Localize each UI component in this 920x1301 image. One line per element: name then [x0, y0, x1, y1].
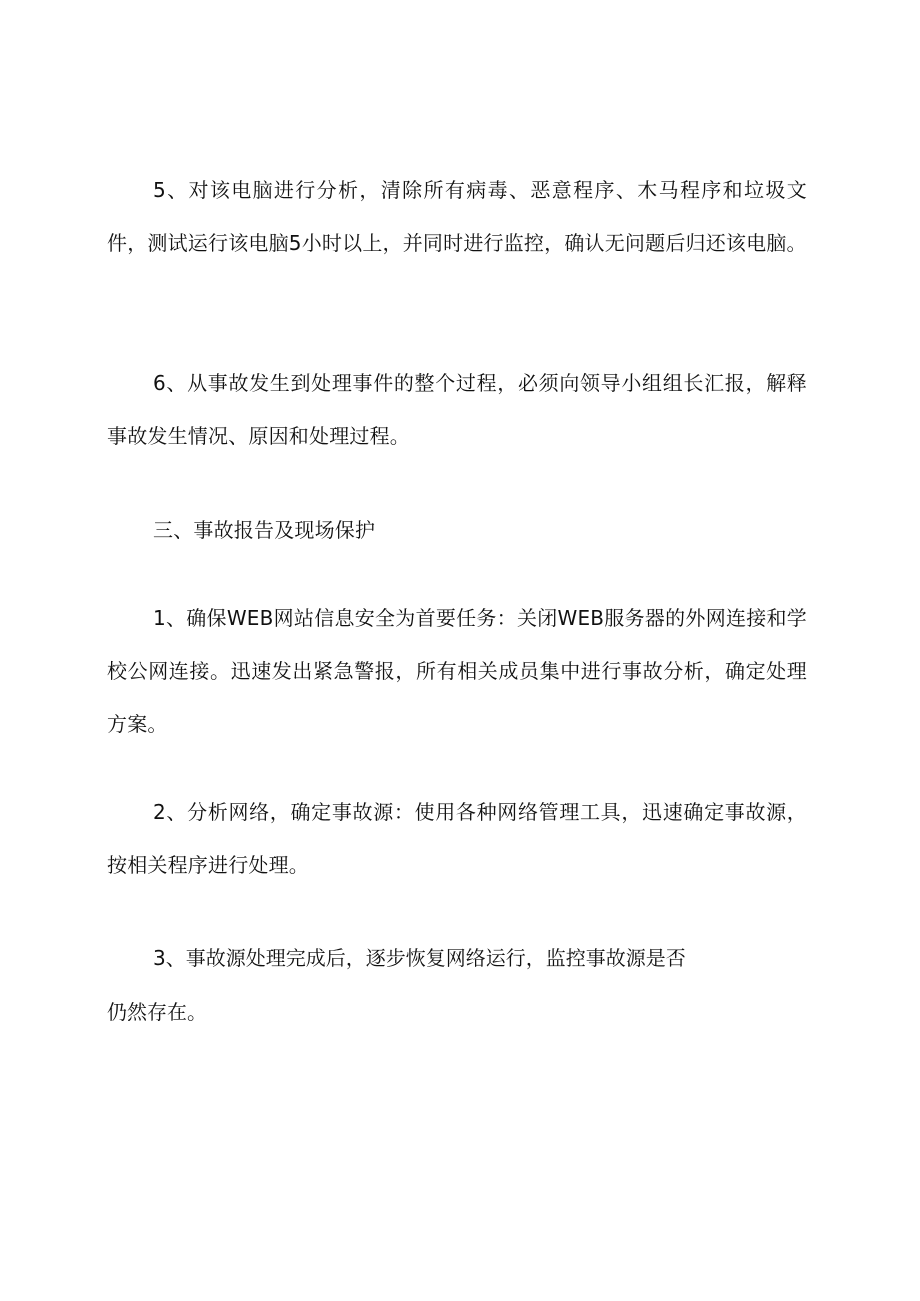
paragraph-item-3-line-1: 3、事故源处理完成后，逐步恢复网络运行，监控事故源是否: [153, 946, 686, 970]
paragraph-item-5: 5、对该电脑进行分析，清除所有病毒、恶意程序、木马程序和垃圾文件，测试运行该电脑5小时以上，并同时进行监控，确认无问题后归还该电脑。: [107, 178, 807, 255]
paragraph-item-1: 1、确保WEB网站信息安全为首要任务：关闭WEB服务器的外网连接和学校公网连接。迅速发出紧急警报，所有相关成员集中进行事故分析，确定处理方案。: [107, 606, 807, 736]
paragraph-item-6: 6、从事故发生到处理事件的整个过程，必须向领导小组组长汇报，解释事故发生情况、原因和处理过程。: [107, 371, 807, 448]
paragraph-item-3-line-2: 仍然存在。: [107, 1000, 207, 1024]
section-heading-three: 三、事故报告及现场保护: [153, 518, 376, 542]
paragraph-item-2: 2、分析网络，确定事故源：使用各种网络管理工具，迅速确定事故源，按相关程序进行处理。: [107, 800, 807, 877]
